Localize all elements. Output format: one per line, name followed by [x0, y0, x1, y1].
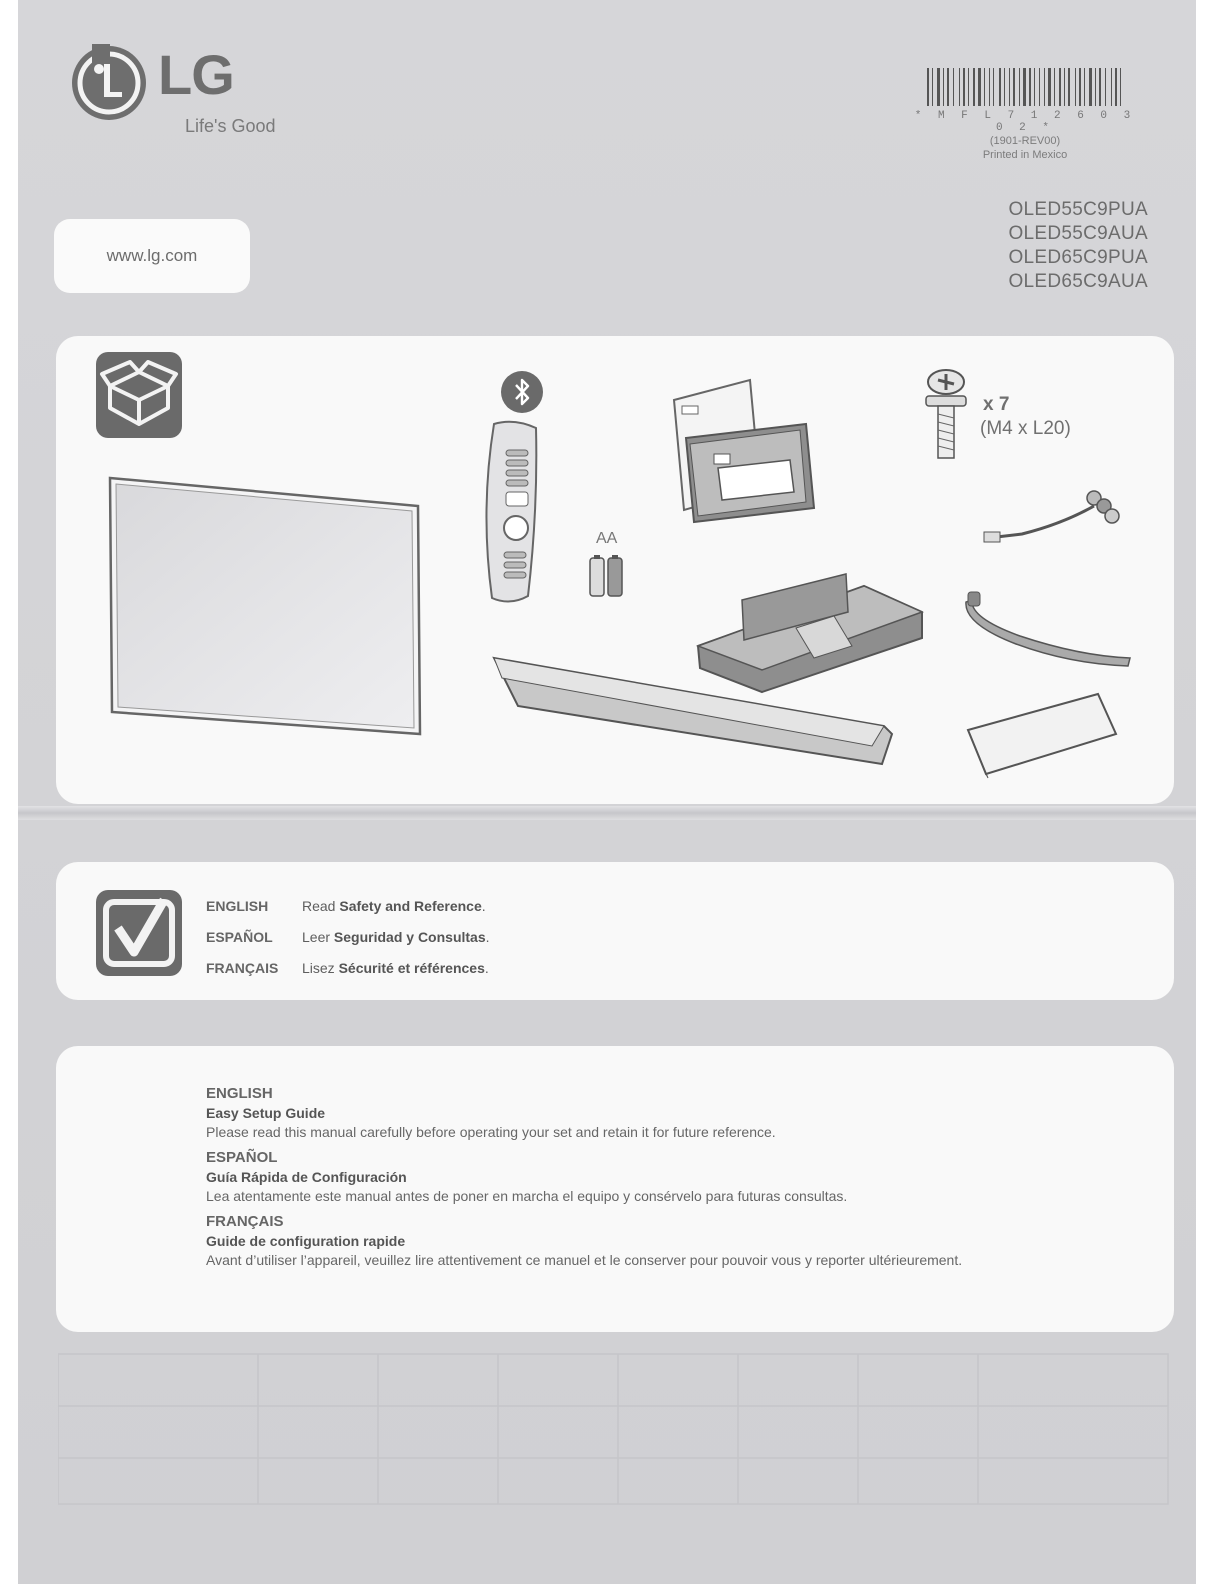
batteries-illustration [588, 554, 628, 598]
barcode-bar [947, 68, 949, 106]
model-number: OLED55C9AUA [1008, 223, 1148, 244]
barcode-bar [1099, 68, 1101, 106]
barcode-bar [1019, 68, 1020, 106]
safety-row [206, 921, 490, 952]
language-label: FRANÇAIS [206, 959, 279, 976]
safety-doc-title: Safety and Reference [339, 897, 482, 914]
barcode-bar [1029, 68, 1031, 106]
guide-title: Easy Setup Guide [206, 1105, 326, 1121]
barcode-bar [1059, 68, 1061, 106]
screw-spec: (M4 x L20) [980, 418, 1071, 439]
website-url: www.lg.com [106, 246, 198, 265]
safety-doc-title: Sécurité et références [338, 959, 485, 976]
barcode-bar [1023, 68, 1026, 106]
manuals-illustration [668, 378, 818, 528]
barcode-bar [1089, 68, 1092, 106]
back-cover-illustration [962, 690, 1122, 780]
safety-row [206, 890, 490, 921]
barcode-bar [989, 68, 990, 106]
language-label: ENGLISH [206, 897, 269, 914]
magic-remote-illustration [480, 420, 544, 606]
guide-language: FRANÇAIS [206, 1213, 284, 1230]
barcode-bar [1105, 68, 1106, 106]
safety-panel [56, 862, 1174, 1000]
revision-code: (1901-REV00) [989, 135, 1061, 147]
screw-count: x 7 [983, 394, 1010, 415]
safety-suffix: . [485, 928, 490, 945]
guide-body: Avant d’utiliser l’appareil, veuillez lire attentivement ce manuel et le conserver pour pouvoir vous y reporter ultérieurement. [206, 1252, 963, 1268]
barcode-bar [1039, 68, 1040, 106]
barcode-bar [999, 68, 1001, 106]
av-cable-illustration [982, 484, 1122, 548]
barcode [925, 68, 1125, 106]
barcode-bar [1111, 68, 1112, 106]
model-list [1008, 198, 1148, 294]
website-box [54, 219, 250, 293]
barcode-bar [993, 68, 994, 106]
barcode-bar [968, 68, 969, 106]
lg-face-icon [70, 44, 148, 122]
safety-row [206, 952, 490, 983]
barcode-bar [1084, 68, 1085, 106]
guide-title: Guide de configuration rapide [206, 1233, 406, 1249]
barcode-bar [963, 68, 965, 106]
safety-suffix: . [484, 959, 489, 976]
barcode-bar [1115, 68, 1117, 106]
safety-list [206, 890, 490, 983]
barcode-bar [1064, 68, 1065, 106]
barcode-bar [1009, 68, 1010, 106]
barcode-bar [943, 68, 944, 106]
page-fold [18, 806, 1196, 820]
guide-body: Lea atentamente este manual antes de poner en marcha el equipo y consérvelo para futuras consultas. [206, 1188, 848, 1204]
barcode-bar [1048, 68, 1051, 106]
box-contents-panel [56, 336, 1174, 804]
barcode-bar [984, 68, 985, 106]
stand-bar-illustration [490, 654, 900, 768]
bluetooth-icon [500, 370, 544, 414]
safety-prefix: Lisez [302, 959, 339, 976]
barcode-bar [1013, 68, 1015, 106]
barcode-bar [978, 68, 981, 106]
guide-body: Please read this manual carefully before operating your set and retain it for future reference. [206, 1124, 776, 1140]
barcode-bar [1075, 68, 1076, 106]
barcode-bar [959, 68, 960, 106]
battery-label: AA [596, 530, 618, 547]
language-label: ESPAÑOL [206, 928, 273, 945]
barcode-bar [937, 68, 940, 106]
setup-guide [206, 1084, 966, 1276]
setup-guide-panel [56, 1046, 1174, 1332]
safety-prefix: Leer [302, 928, 334, 945]
barcode-text: * M F L 7 1 2 6 0 3 0 2 * [914, 110, 1136, 134]
guide-language: ESPAÑOL [206, 1149, 278, 1166]
tv-panel-illustration [106, 476, 426, 738]
model-number: OLED65C9AUA [1008, 271, 1148, 292]
manual-cover [18, 0, 1196, 1584]
printed-in: Printed in Mexico [982, 149, 1068, 161]
barcode-bar [1068, 68, 1070, 106]
model-number: OLED65C9PUA [1008, 247, 1148, 268]
safety-suffix: . [481, 897, 486, 914]
brand-tagline: Life's Good [185, 116, 276, 136]
model-number: OLED55C9PUA [1008, 199, 1148, 220]
barcode-bar [1120, 68, 1121, 106]
cable-strap-illustration [960, 590, 1140, 670]
barcode-bar [1034, 68, 1035, 106]
barcode-block [914, 68, 1136, 162]
barcode-bar [973, 68, 975, 106]
screw-illustration [916, 366, 976, 462]
lg-logo [70, 43, 276, 136]
barcode-bar [1044, 68, 1045, 106]
safety-doc-title: Seguridad y Consultas [333, 928, 486, 945]
barcode-bar [953, 68, 954, 106]
barcode-bar [1054, 68, 1055, 106]
safety-prefix: Read [302, 897, 340, 914]
open-box-icon [96, 352, 182, 438]
barcode-bar [1079, 68, 1081, 106]
checkmark-icon [96, 890, 182, 976]
barcode-bar [932, 68, 933, 106]
guide-language: ENGLISH [206, 1085, 273, 1102]
guide-title: Guía Rápida de Configuración [206, 1169, 407, 1185]
barcode-bar [927, 68, 929, 106]
brand-wordmark: LG [158, 43, 234, 106]
barcode-bar [1004, 68, 1005, 106]
barcode-bar [1095, 68, 1096, 106]
show-through-table [58, 1350, 1178, 1510]
